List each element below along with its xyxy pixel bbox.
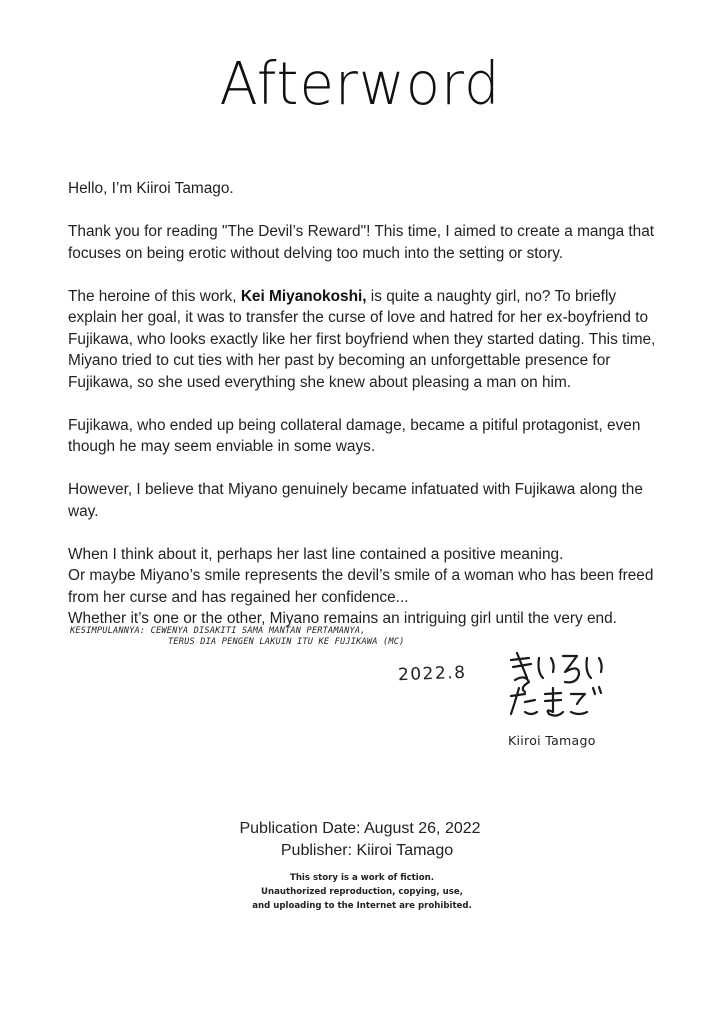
page-title: Afterword (219, 50, 501, 119)
disclaimer-line-1: This story is a work of fiction. (289, 873, 435, 883)
closing-line-3: Whether it’s one or the other, Miyano remains an intriguing girl until the very end. (68, 610, 617, 627)
disclaimer-line-2: Unauthorized reproduction, copying, use, (261, 887, 463, 897)
thanks-paragraph: Thank you for reading "The Devil’s Reward"! This time, I aimed to create a manga that focuses on being erotic without delving too much into the setting or story. (68, 223, 655, 262)
publisher: Publisher: Kiiroi Tamago (280, 842, 454, 859)
closing-line-2: Or maybe Miyano’s smile represents the devil’s smile of a woman who has been freed from her curse and has regained her confidence... (68, 567, 654, 606)
heroine-text-after: is quite a naughty girl, no? To briefly explain her goal, it was to transfer the curse of love and hatred for her ex-boyfriend to Fujikawa, who looks exactly like her first boyfriend when they started dating. This time, Miyano tried to cut ties with her past by becoming an unforgettable presence for Fujikawa, so she used everything she knew about pleasing a man on him. (68, 287, 656, 391)
closing-line-1: When I think about it, perhaps her last line contained a positive meaning. (68, 545, 564, 563)
translator-note-line-2: TERUS DIA PENGEN LAKUIN ITU KE FUJIKAWA (MC) (168, 637, 405, 647)
signature-name: Kiiroi Tamago (508, 733, 596, 748)
publication-date: Publication Date: August 26, 2022 (239, 820, 481, 837)
translator-note (70, 626, 404, 648)
translator-note-line-1: KESIMPULANNYA: CEWENYA DISAKITI SAMA MANTAN PERTAMANYA, (70, 626, 366, 636)
heroine-paragraph (68, 286, 668, 394)
heroine-text-before: The heroine of this work, (68, 287, 241, 305)
however-paragraph: However, I believe that Miyano genuinely became infatuated with Fujikawa along the way. (68, 481, 643, 520)
heroine-name: Kei Miyanokoshi, (240, 287, 367, 305)
afterword-body (68, 178, 668, 630)
disclaimer-line-3: and uploading to the Internet are prohibited. (252, 901, 472, 911)
fujikawa-paragraph: Fujikawa, who ended up being collateral damage, became a pitiful protagonist, even though he may seem enviable in some ways. (68, 416, 641, 455)
publication-info (0, 818, 720, 862)
signature-date: 2022.8 (397, 662, 467, 686)
disclaimer (0, 871, 720, 913)
greeting-paragraph: Hello, I’m Kiiroi Tamago. (68, 180, 234, 197)
handwritten-signature-kana (505, 650, 615, 722)
